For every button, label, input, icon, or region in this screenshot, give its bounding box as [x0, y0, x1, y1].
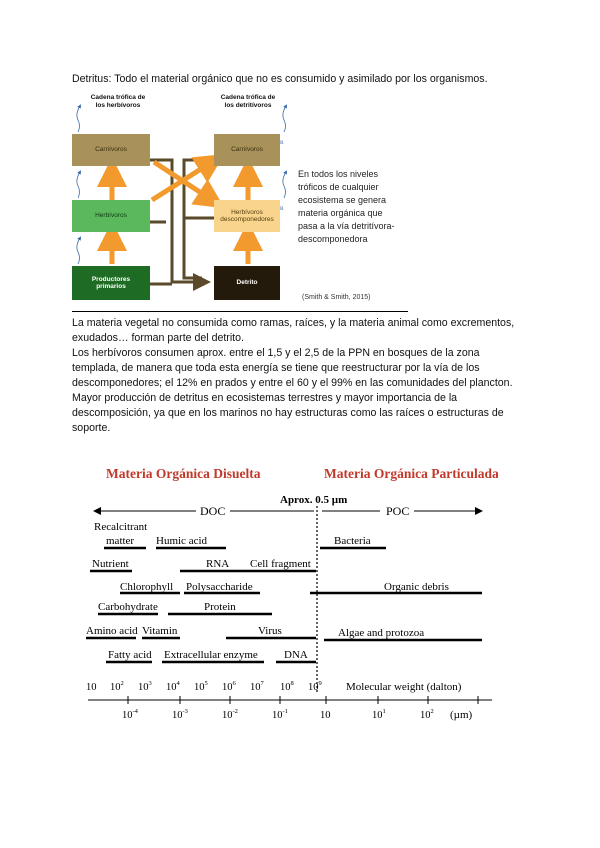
intro-line: Detritus: Todo el material orgánico que no es consumido y asimilado por los organismos.	[72, 73, 488, 85]
mw-tick-label: $10^3$	[138, 680, 152, 693]
box-primary-producers-line: primarios	[96, 283, 126, 290]
box-herbivore-decomposers	[214, 200, 280, 232]
body-text	[72, 316, 528, 436]
item-recalcitrant: Recalcitrant	[94, 521, 148, 533]
size-tick-labels	[122, 708, 434, 721]
item-carbohydrate: Carbohydrate	[98, 601, 158, 613]
item-nutrient: Nutrient	[92, 558, 129, 570]
item-virus: Virus	[258, 625, 282, 637]
size-tick-label: 10	[320, 710, 331, 721]
item-organic-debris: Organic debris	[384, 581, 449, 593]
title-pom: Materia Orgánica Particulada	[324, 466, 498, 481]
respiration-label: R	[280, 206, 284, 212]
right-chain-header-line: Cadena trófica de	[220, 94, 276, 101]
mw-tick-label: 10	[86, 682, 97, 693]
item-cell-fragment: Cell fragment	[250, 558, 311, 570]
item-humic-acid: Humic acid	[156, 535, 208, 547]
item-bacteria: Bacteria	[334, 535, 371, 547]
size-tick-label: $10^{-1}$	[272, 708, 288, 721]
size-tick-label: $10^2$	[420, 708, 434, 721]
doc-label: DOC	[200, 504, 226, 518]
left-chain-header-line: los herbívoros	[95, 101, 141, 109]
item-vitamin: Vitamin	[142, 625, 178, 637]
om-spectrum-svg	[84, 460, 498, 728]
mw-tick-label: $10^9$	[308, 680, 322, 693]
trophic-diagram	[72, 88, 402, 310]
divider	[72, 311, 408, 312]
mw-tick-label: $10^8$	[280, 680, 294, 693]
item-polysaccharide: Polysaccharide	[186, 581, 253, 593]
size-tick-label: $10^1$	[372, 708, 386, 721]
diagram-caption-line: tróficos de cualquier	[298, 182, 379, 192]
diagram-caption-line: ecosistema se genera	[298, 195, 387, 205]
cutoff-label: Aprox. 0.5 µm	[280, 494, 348, 506]
om-spectrum-figure	[84, 460, 498, 728]
size-tick-label: $10^{-3}$	[172, 708, 188, 721]
item-algae-protozoa: Algae and protozoa	[338, 627, 425, 639]
left-chain-header-line: Cadena trófica de	[90, 94, 146, 101]
size-tick-label: $10^{-2}$	[222, 708, 238, 721]
mw-tick-label: $10^4$	[166, 680, 180, 693]
item-amino-acid: Amino acid	[86, 625, 138, 637]
mw-tick-label: $10^7$	[250, 680, 264, 693]
title-dom: Materia Orgánica Disuelta	[106, 466, 261, 481]
paragraph: La materia vegetal no consumida como ramas, raíces, y la materia animal como excrementos, exudados… forman parte del detrito.	[72, 317, 515, 344]
box-herbivore-decomposers-line: descomponedores	[220, 216, 274, 223]
diagram-caption-line: descomponedora	[298, 234, 368, 244]
item-protein: Protein	[204, 601, 236, 613]
item-rna: RNA	[206, 558, 230, 570]
item-fatty-acid: Fatty acid	[108, 649, 152, 661]
size-axis-unit: (µm)	[450, 709, 473, 721]
poc-label: POC	[386, 504, 410, 518]
diagram-caption-line: materia orgánica que	[298, 208, 383, 218]
box-carnivores-left: Carnívoros	[72, 134, 150, 166]
diagram-caption-line: pasa a la vía detritívora-	[298, 221, 395, 231]
item-recalcitrant-2: matter	[106, 535, 135, 547]
box-herbivores: Herbívoros	[72, 200, 150, 232]
box-carnivores-right: Carnívoros	[214, 134, 280, 166]
mw-tick-labels	[86, 680, 322, 693]
paragraph: Mayor producción de detritus en ecosistemas terrestres y mayor importancia de la descomposición, ya que en los marinos no hay estructuras como las raíces o estructuras de soporte.	[72, 392, 504, 434]
diagram-citation: (Smith & Smith, 2015)	[302, 294, 371, 301]
mw-tick-label: $10^5$	[194, 680, 208, 693]
right-chain-header-line: los detritívoros	[224, 101, 272, 109]
box-detritus: Detrito	[214, 266, 280, 300]
mw-tick-label: $10^6$	[222, 680, 236, 693]
box-primary-producers-line: Productores	[91, 275, 131, 283]
mw-tick-label: $10^2$	[110, 680, 124, 693]
diagram-caption	[298, 168, 418, 246]
item-chlorophyll: Chlorophyll	[120, 581, 174, 593]
box-herbivore-decomposers-line: Herbívoros	[231, 208, 263, 216]
item-dna: DNA	[284, 649, 308, 661]
diagram-caption-line: En todos los niveles	[298, 169, 379, 179]
item-extracellular-enzyme: Extracellular enzyme	[164, 649, 258, 661]
respiration-label: R	[280, 140, 284, 146]
size-tick-label: $10^{-4}$	[122, 708, 138, 721]
box-primary-producers	[72, 266, 150, 300]
paragraph: Los herbívoros consumen aprox. entre el 1,5 y el 2,5 de la PPN en bosques de la zona templada, de manera que toda esta energía se tiene que reestructurar por la vía de los descomponedores; el 12% en prados y entre el 60 y el 99% en las comunidades del plancton.	[72, 347, 513, 389]
mw-axis-label: Molecular weight (dalton)	[346, 681, 462, 693]
